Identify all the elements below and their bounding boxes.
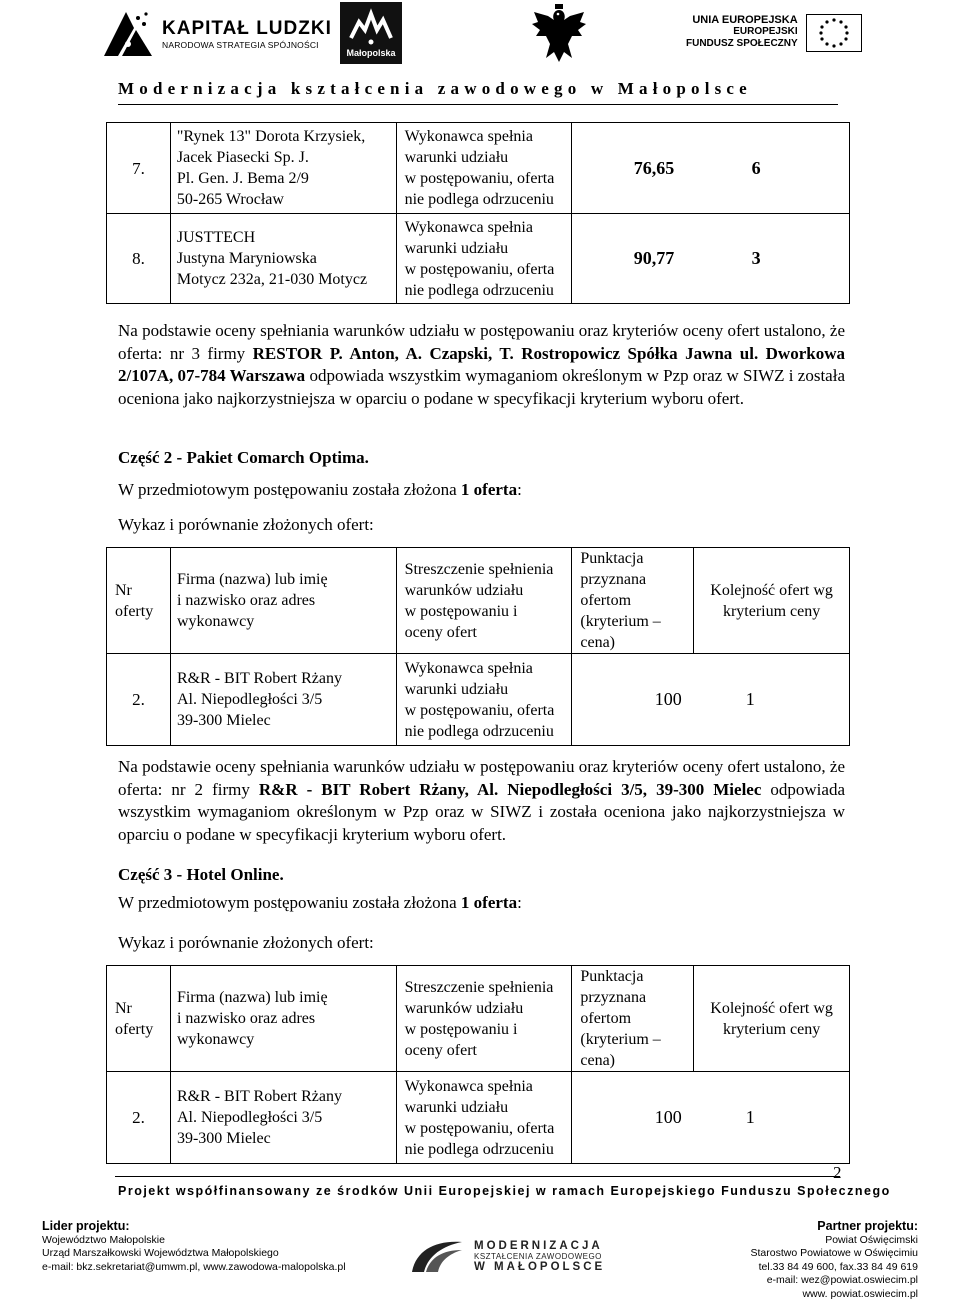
header-line: w postępowaniu i — [404, 602, 518, 620]
header-summary — [396, 548, 572, 654]
firm-line: "Rynek 13" Dorota Krzysiek, — [176, 128, 366, 145]
firm-line: Al. Niepodległości 3/5 — [176, 1109, 323, 1126]
table-header-row — [107, 548, 850, 654]
table-row — [107, 1072, 850, 1164]
page-number: 2 — [833, 1163, 842, 1182]
partner-title: Partner projektu: — [817, 1219, 918, 1233]
leader-line: e-mail: bkz.sekretariat@umwm.pl, www.zawodowa-malopolska.pl — [42, 1260, 346, 1273]
partner-line: Starostwo Powiatowe w Oświęcimiu — [750, 1247, 918, 1259]
header-line: cena) — [580, 1052, 615, 1069]
eagle-coat-of-arms-icon — [528, 2, 590, 68]
header-line: warunków udziału — [404, 581, 524, 599]
header-line: wykonawcy — [176, 613, 255, 630]
partner-line: e-mail: wez@powiat.oswiecim.pl — [766, 1274, 918, 1286]
header-line: Punktacja — [580, 968, 644, 985]
part-2-submitted-line — [118, 480, 522, 500]
footer-leader — [42, 1220, 346, 1274]
submitted-text: W przedmiotowym postępowaniu została złożona — [118, 480, 461, 499]
leader-line: Województwo Małopolskie — [42, 1233, 165, 1246]
summary-line: nie podlega odrzuceniu — [404, 191, 554, 208]
header-line: i nazwisko oraz adres — [176, 1010, 316, 1027]
firm-line: 39-300 Mielec — [176, 1130, 271, 1147]
header-line: (kryterium – — [580, 613, 661, 630]
submitted-colon: : — [517, 480, 522, 499]
ue-line-1: UNIA EUROPEJSKA — [692, 14, 798, 26]
offer-summary — [396, 123, 572, 214]
summary-line: Wykonawca spełnia — [404, 128, 533, 145]
malopolska-mountain-icon — [349, 8, 393, 46]
header-line: Kolejność ofert wg — [710, 581, 833, 599]
header-line: przyznana — [580, 989, 647, 1006]
offer-number: 7. — [107, 123, 171, 214]
summary-line: Wykonawca spełnia — [404, 659, 533, 677]
offers-table-part3 — [106, 965, 850, 1164]
logo-bar — [0, 0, 960, 78]
winning-offer-bold: RESTOR P. Anton, A. Czapski, T. Rostropowicz Spółka Jawna ul. Dworkowa 2/107A, 07-784 Warszawa — [118, 343, 845, 385]
header-points — [572, 966, 694, 1072]
header-line: Streszczenie spełnienia — [404, 560, 554, 578]
offer-order: 3 — [736, 214, 850, 304]
offer-firm — [170, 1072, 396, 1164]
header-points — [572, 548, 694, 654]
winning-offer-bold: R&R - BIT Robert Rżany, Al. Niepodległości 3/5, 39-300 Mielec — [258, 779, 762, 799]
header-line: oferty — [115, 1020, 154, 1038]
header-nr — [107, 966, 171, 1072]
header-firm — [170, 966, 396, 1072]
modernizacja-logo-icon — [408, 1236, 466, 1276]
offer-summary — [396, 1072, 572, 1164]
header-line: Streszczenie spełnienia — [404, 978, 554, 996]
table-header-row — [107, 966, 850, 1072]
offer-points: 100 — [572, 1072, 694, 1164]
partner-line: tel.33 84 49 600, fax.33 84 49 619 — [758, 1260, 918, 1273]
part-2-heading: Część 2 - Pakiet Comarch Optima. — [118, 448, 369, 467]
offer-points: 90,77 — [572, 214, 736, 304]
offer-order: 1 — [694, 1072, 850, 1164]
summary-line: w postępowaniu, oferta — [404, 701, 555, 719]
header-line: Firma (nazwa) lub imię — [176, 571, 328, 588]
footer-center-line: KSZTAŁCENIA ZAWODOWEGO — [474, 1251, 602, 1261]
header-title: Modernizacja kształcenia zawodowego w Małopolsce — [118, 79, 752, 98]
offers-table-part2 — [106, 547, 850, 746]
header-line: oceny ofert — [404, 623, 477, 641]
paragraph-text: odpowiada wszystkim wymaganiom określonym w Pzp oraz w SIWZ i została oceniona jako najkorzystniejsza w oparciu o podane w specyfikacji kryterium wyboru ofert. — [118, 779, 846, 844]
header-line: (kryterium – — [580, 1031, 661, 1048]
kapital-ludzki-title: KAPITAŁ LUDZKI — [162, 18, 332, 39]
header-order — [694, 966, 850, 1072]
ue-line-3: FUNDUSZ SPOŁECZNY — [686, 38, 798, 49]
summary-line: Wykonawca spełnia — [404, 1077, 533, 1095]
conclusion-paragraph-1 — [118, 320, 845, 410]
header-line: Nr — [115, 999, 132, 1017]
header-line: ofertom — [580, 1010, 632, 1027]
header-line: warunków udziału — [404, 999, 524, 1017]
firm-line: Jacek Piasecki Sp. J. — [176, 149, 309, 166]
header-line: wykonawcy — [176, 1031, 255, 1048]
table-row — [107, 214, 850, 304]
firm-line: Justyna Maryniowska — [176, 250, 317, 267]
table-row — [107, 123, 850, 214]
header-line: oceny ofert — [404, 1041, 477, 1059]
offer-points: 100 — [572, 654, 694, 746]
footer-center-line: W MAŁOPOLSCE — [474, 1260, 606, 1273]
eu-logo — [686, 14, 862, 52]
submitted-count: 1 oferta — [460, 893, 518, 912]
header-nr — [107, 548, 171, 654]
header-line: i nazwisko oraz adres — [176, 592, 316, 609]
header-order — [694, 548, 850, 654]
firm-line: Motycz 232a, 21-030 Motycz — [176, 271, 368, 288]
firm-line: 50-265 Wrocław — [176, 191, 284, 208]
eu-flag-icon — [806, 14, 862, 52]
part-3-heading: Część 3 - Hotel Online. — [118, 865, 284, 884]
kapital-ludzki-subtitle: NARODOWA STRATEGIA SPÓJNOŚCI — [162, 40, 319, 50]
header-line: Nr — [115, 581, 132, 599]
part-3-list-title: Wykaz i porównanie złożonych ofert: — [118, 933, 374, 952]
summary-line: warunki udziału — [404, 149, 509, 166]
offer-points: 76,65 — [572, 123, 736, 214]
malopolska-logo — [340, 2, 402, 64]
header-summary — [396, 966, 572, 1072]
offers-table-part1 — [106, 122, 850, 304]
header-line: Punktacja — [580, 550, 644, 567]
offer-firm — [170, 214, 396, 304]
header-line: oferty — [115, 602, 154, 620]
summary-line: warunki udziału — [404, 239, 509, 257]
offer-firm — [170, 654, 396, 746]
table-row — [107, 654, 850, 746]
firm-line: 39-300 Mielec — [176, 712, 271, 729]
leader-line: Urząd Marszałkowski Województwa Małopolskiego — [42, 1247, 279, 1259]
header-firm — [170, 548, 396, 654]
summary-line: Wykonawca spełnia — [404, 218, 533, 236]
offer-summary — [396, 654, 572, 746]
footer-partner — [751, 1220, 918, 1301]
footer-center-line: MODERNIZACJA — [474, 1239, 603, 1252]
submitted-colon: : — [517, 893, 522, 912]
malopolska-label: Małopolska — [346, 48, 396, 58]
summary-line: w postępowaniu, oferta — [404, 170, 555, 187]
summary-line: w postępowaniu, oferta — [404, 260, 555, 278]
offer-number: 2. — [107, 1072, 171, 1164]
offer-order: 6 — [736, 123, 850, 214]
header-line: ofertom — [580, 592, 632, 609]
offer-firm — [170, 123, 396, 214]
header-line: kryterium ceny — [722, 1020, 821, 1038]
header-line: przyznana — [580, 571, 647, 588]
submitted-count: 1 oferta — [460, 480, 518, 499]
summary-line: nie podlega odrzuceniu — [404, 722, 554, 740]
header-line: w postępowaniu i — [404, 1020, 518, 1038]
header-line: Firma (nazwa) lub imię — [176, 989, 328, 1006]
firm-line: Pl. Gen. J. Bema 2/9 — [176, 170, 309, 187]
offer-number: 8. — [107, 214, 171, 304]
partner-line: www. powiat.oswiecim.pl — [802, 1287, 918, 1300]
footer-project-logo — [408, 1236, 605, 1276]
paragraph-text: Na podstawie oceny spełniania warunków udziału w postępowaniu oraz kryteriów oceny ofert ustalono, że oferta: nr 2 firmy — [118, 757, 845, 799]
footer-divider — [115, 1176, 840, 1177]
summary-line: warunki udziału — [404, 1098, 509, 1116]
header-divider — [118, 104, 838, 105]
offer-summary — [396, 214, 572, 304]
header-line: cena) — [580, 634, 615, 651]
summary-line: w postępowaniu, oferta — [404, 1119, 555, 1137]
leader-title: Lider projektu: — [42, 1219, 130, 1233]
firm-line: JUSTTECH — [176, 229, 256, 246]
paragraph-text: odpowiada wszystkim wymaganiom określonym w Pzp oraz w SIWZ i została oceniona jako najkorzystniejsza w oparciu o podane w specyfikacji kryterium wyboru ofert. — [118, 366, 845, 408]
footer-project-line: Projekt współfinansowany ze środków Unii Europejskiej w ramach Europejskiego Funduszu Społecznego — [118, 1184, 891, 1198]
summary-line: warunki udziału — [404, 680, 509, 698]
part-3-submitted-line — [118, 893, 522, 913]
part-2-list-title: Wykaz i porównanie złożonych ofert: — [118, 515, 374, 534]
kapital-ludzki-emblem-icon — [100, 6, 156, 62]
ue-line-2: EUROPEJSKI — [733, 26, 798, 37]
kapital-ludzki-logo — [100, 6, 332, 62]
summary-line: nie podlega odrzuceniu — [404, 1140, 554, 1158]
conclusion-paragraph-2 — [118, 756, 845, 846]
header-line: Kolejność ofert wg — [710, 999, 833, 1017]
offer-number: 2. — [107, 654, 171, 746]
header-line: kryterium ceny — [722, 602, 821, 620]
summary-line: nie podlega odrzuceniu — [404, 281, 554, 299]
submitted-text: W przedmiotowym postępowaniu została złożona — [118, 893, 461, 912]
firm-line: Al. Niepodległości 3/5 — [176, 691, 323, 708]
partner-line: Powiat Oświęcimski — [825, 1233, 918, 1246]
firm-line: R&R - BIT Robert Rżany — [176, 670, 342, 687]
offer-order: 1 — [694, 654, 850, 746]
firm-line: R&R - BIT Robert Rżany — [176, 1088, 342, 1105]
paragraph-text: Na podstawie oceny spełniania warunków udziału w postępowaniu oraz kryteriów oceny ofert ustalono, że oferta: nr 3 firmy — [118, 321, 845, 363]
